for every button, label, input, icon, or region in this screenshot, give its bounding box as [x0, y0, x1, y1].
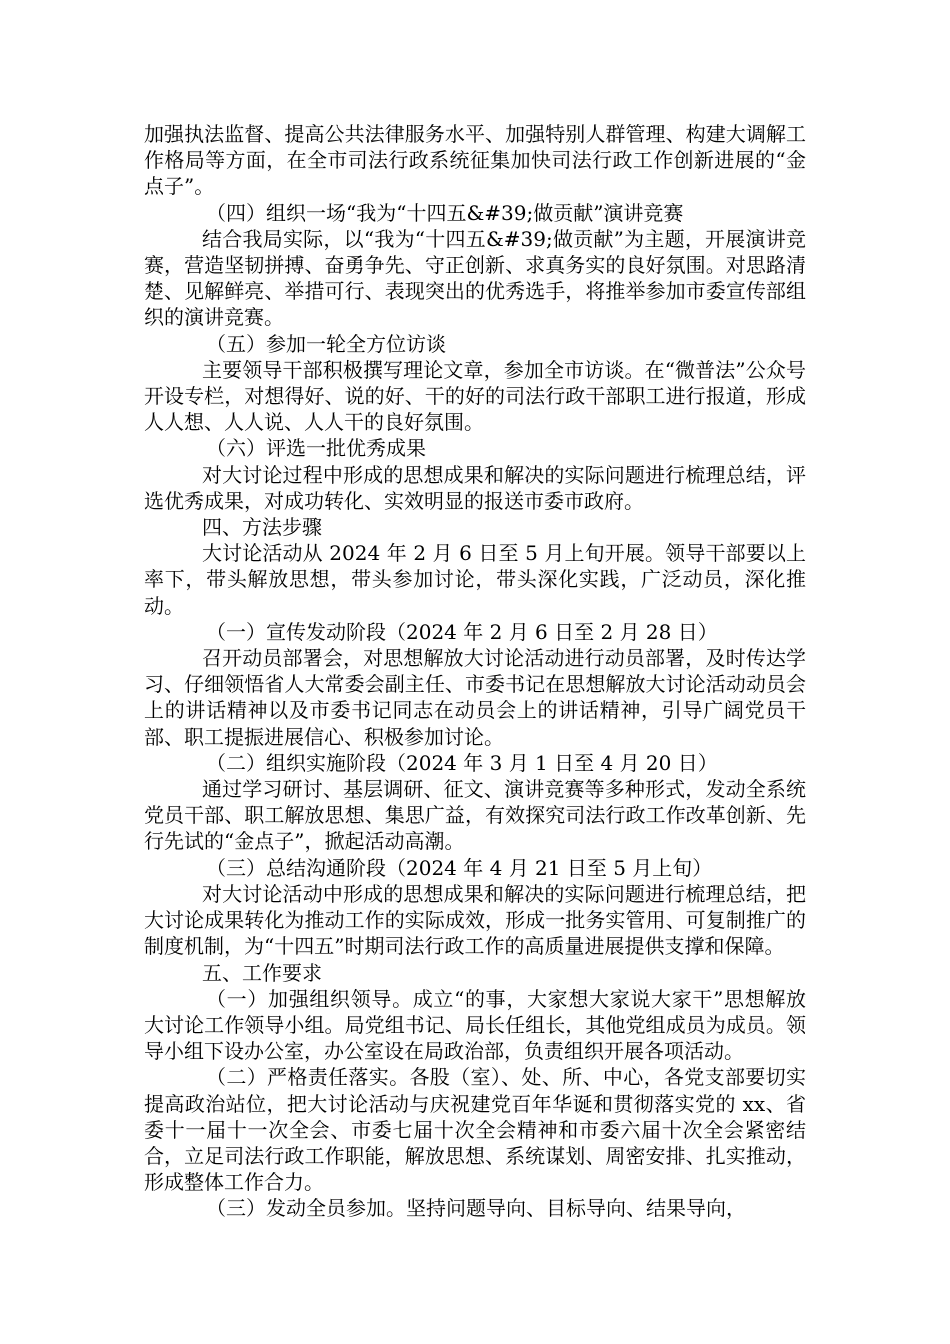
chapter-heading: 五、工作要求 — [202, 960, 322, 985]
section-heading: （一）宣传发动阶段（2024 年 2 月 6 日至 2 月 28 日） — [206, 619, 718, 644]
paragraph: （二）严格责任落实。各股（室）、处、所、中心，各党支部要切实提高政治站位，把大讨论活动与庆祝建党百年华诞和贯彻落实党的 xx、省委十一届十一次全会、市委七届十次全会精神和市委六届十次全会紧密结合，立足司法行政工作职能，解放思想、系统谋划、周密安排、扎实推动，形成整体工作合力。 — [144, 1065, 806, 1195]
paragraph: 大讨论活动从 2024 年 2 月 6 日至 5 月上旬开展。领导干部要以上率下，带头解放思想，带头参加讨论，带头深化实践，广泛动员，深化推动。 — [144, 541, 806, 618]
section-heading: （四）组织一场“我为“十四五&#39;做贡献”演讲竞赛 — [206, 200, 684, 225]
section-heading: （六）评选一批优秀成果 — [206, 436, 426, 461]
paragraph: 主要领导干部积极撰写理论文章，参加全市访谈。在“微普法”公众号开设专栏，对想得好、说的好、干的好的司法行政干部职工进行报道，形成人人想、人人说、人人干的良好氛围。 — [144, 357, 806, 435]
paragraph: （三）发动全员参加。坚持问题导向、目标导向、结果导向， — [206, 1196, 746, 1221]
paragraph: （一）加强组织领导。成立“的事，大家想大家说大家干”思想解放大讨论工作领导小组。局党组书记、局长任组长，其他党组成员为成员。领导小组下设办公室，办公室设在局政治部，负责组织开展各项活动。 — [144, 986, 806, 1064]
section-heading: （二）组织实施阶段（2024 年 3 月 1 日至 4 月 20 日） — [206, 750, 718, 775]
paragraph: 召开动员部署会，对思想解放大讨论活动进行动员部署，及时传达学习、仔细领悟省人大常委会副主任、市委书记在思想解放大讨论活动动员会上的讲话精神以及市委书记同志在动员会上的讲话精神，引导广阔党员干部、职工提振进展信心、积极参加讨论。 — [144, 646, 806, 749]
paragraph: 加强执法监督、提高公共法律服务水平、加强特别人群管理、构建大调解工作格局等方面，在全市司法行政系统征集加快司法行政工作创新进展的“金点子”。 — [144, 122, 806, 199]
section-heading: （五）参加一轮全方位访谈 — [206, 331, 446, 356]
paragraph: 通过学习研讨、基层调研、征文、演讲竞赛等多种形式，发动全系统党员干部、职工解放思想、集思广益，有效探究司法行政工作改革创新、先行先试的“金点子”，掀起活动高潮。 — [144, 777, 806, 854]
paragraph: 对大讨论过程中形成的思想成果和解决的实际问题进行梳理总结，评选优秀成果，对成功转化、实效明显的报送市委市政府。 — [144, 462, 806, 513]
document-body — [144, 121, 806, 1222]
chapter-heading: 四、方法步骤 — [202, 515, 322, 540]
paragraph: 对大讨论活动中形成的思想成果和解决的实际问题进行梳理总结，把大讨论成果转化为推动工作的实际成效，形成一批务实管用、可复制推广的制度机制，为“十四五”时期司法行政工作的高质量进展提供支撑和保障。 — [144, 881, 806, 959]
paragraph: 结合我局实际，以“我为“十四五&#39;做贡献”为主题，开展演讲竞赛，营造坚韧拼搏、奋勇争先、守正创新、求真务实的良好氛围。对思路清楚、见解鲜亮、举措可行、表现突出的优秀选手，将推举参加市委宣传部组织的演讲竞赛。 — [144, 226, 806, 330]
section-heading: （三）总结沟通阶段（2024 年 4 月 21 日至 5 月上旬） — [206, 855, 713, 880]
